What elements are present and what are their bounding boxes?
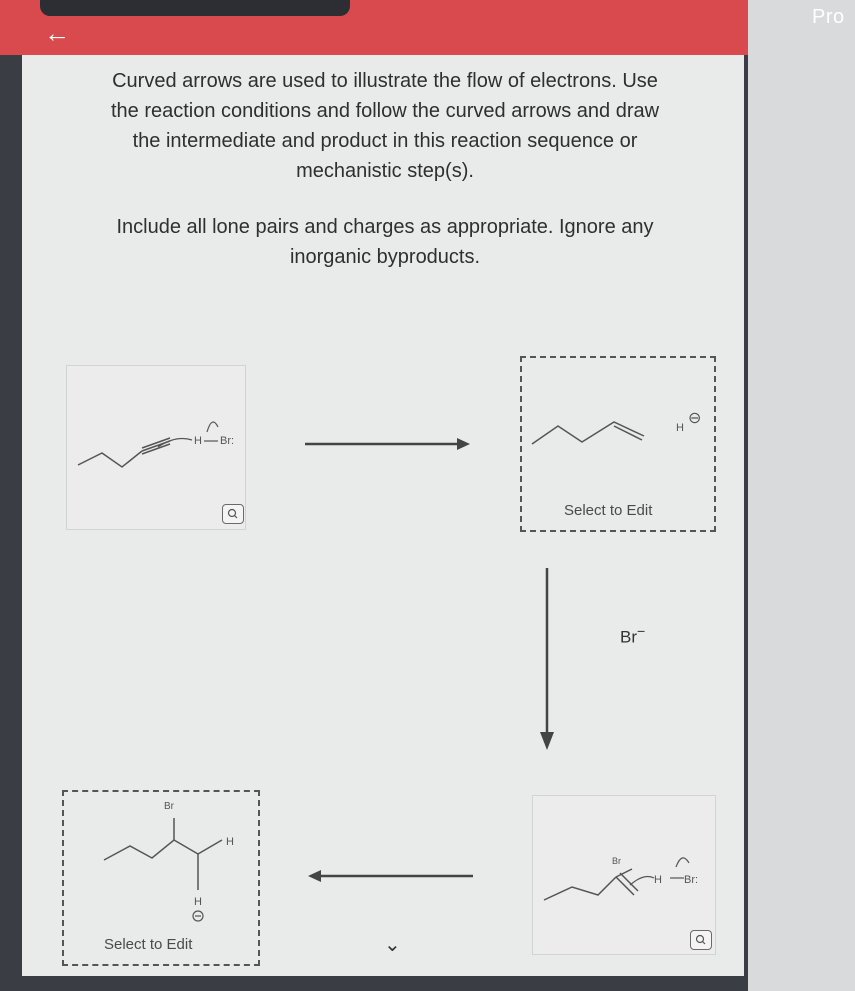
instructions-paragraph-2 [40, 212, 730, 272]
start-molecule-drawing [66, 365, 244, 528]
product-select-to-edit[interactable]: Select to Edit [104, 936, 193, 953]
tab-stub [40, 0, 350, 16]
magnifier-icon[interactable] [222, 504, 244, 524]
bromoalkene-br-label: Br [612, 856, 621, 866]
product-h2-label: H [194, 896, 202, 908]
bromide-symbol: Br [620, 627, 637, 647]
chevron-down-icon[interactable]: ⌄ [384, 934, 401, 956]
bromide-charge: − [637, 624, 646, 640]
start-br-label: Br: [220, 435, 235, 447]
right-panel [748, 0, 855, 991]
magnifier-icon[interactable] [690, 930, 712, 950]
instruction-line: inorganic byproducts. [289, 246, 481, 268]
instructions-paragraph-1 [40, 66, 730, 186]
oxygen-anion-icon [192, 910, 204, 922]
back-arrow-icon[interactable]: ← [44, 18, 70, 48]
reaction-arrow-left [308, 868, 473, 884]
intermediate-select-to-edit[interactable]: Select to Edit [564, 502, 653, 519]
intermediate-h-label: H [676, 422, 684, 434]
start-h-label: H [194, 435, 202, 447]
product-h-label: H [226, 836, 234, 848]
right-panel-label[interactable]: Pro [812, 6, 845, 28]
reaction-arrow-down [537, 568, 557, 750]
instruction-line: the reaction conditions and follow the curved arrows and draw [110, 100, 660, 122]
instruction-line: mechanistic step(s). [296, 160, 474, 182]
instruction-line: Include all lone pairs and charges as appropriate. Ignore any [116, 216, 654, 238]
intermediate-charge-label: ⊖ [688, 410, 702, 427]
bromoalkene-br2-label: Br: [684, 874, 699, 886]
reaction-arrow-right [305, 436, 470, 452]
bromoalkene-h-label: H [654, 874, 662, 886]
bromide-reagent [620, 624, 645, 648]
product-br-label: Br [164, 801, 174, 812]
instruction-line: the intermediate and product in this reaction sequence or [132, 130, 638, 152]
instruction-line: Curved arrows are used to illustrate the flow of electrons. Use [112, 70, 658, 92]
